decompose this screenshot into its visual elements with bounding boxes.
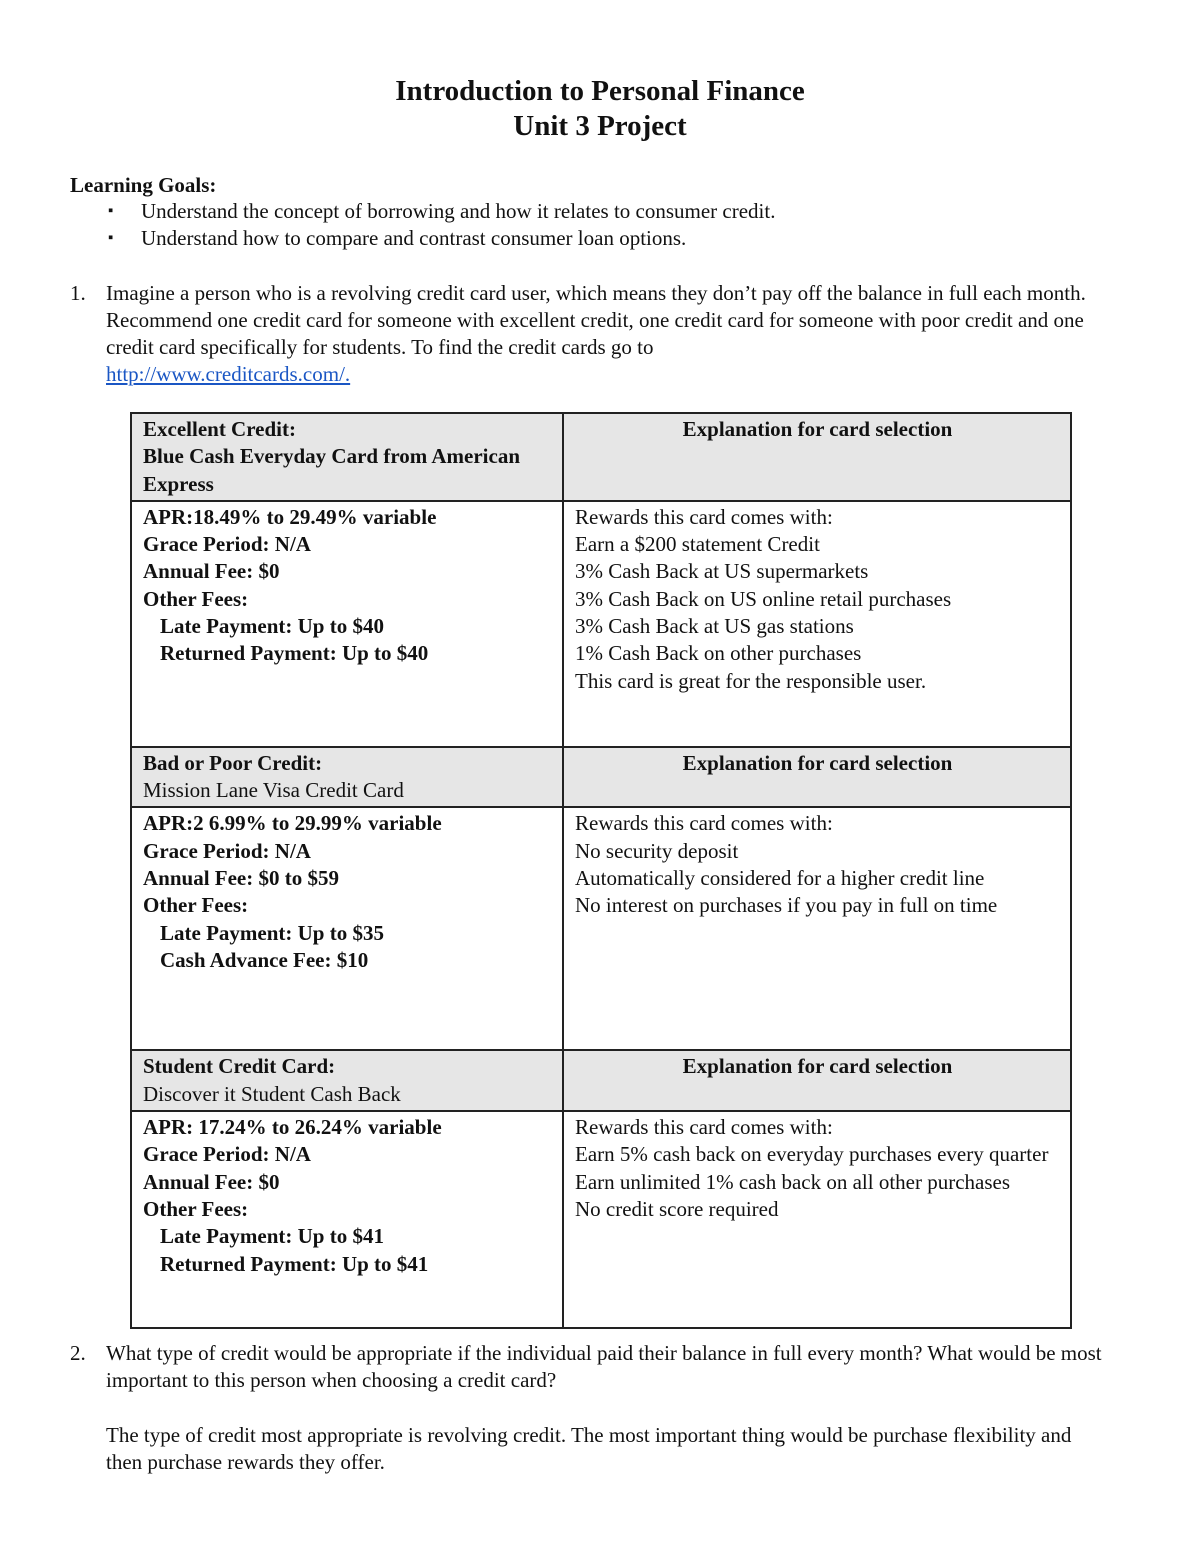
card-grace-period: Grace Period: N/A <box>143 1142 311 1167</box>
card-details-cell <box>131 501 563 747</box>
card-annual-fee: Annual Fee: $0 <box>143 1169 280 1194</box>
credit-card-table <box>130 412 1072 1329</box>
table-row <box>131 807 1071 1050</box>
card-fee-item: Late Payment: Up to $35 <box>160 920 384 945</box>
square-bullet-icon: ▪ <box>108 203 114 219</box>
table-header-row <box>131 747 1071 808</box>
explanation-line: 1% Cash Back on other purchases <box>575 641 862 666</box>
explanation-line: Rewards this card comes with: <box>575 811 833 836</box>
learning-goals-list <box>108 198 775 252</box>
question-number: 2. <box>70 1341 86 1365</box>
document-subtitle: Unit 3 Project <box>513 110 687 142</box>
table-header-row <box>131 1050 1071 1111</box>
card-category: Excellent Credit: <box>143 417 296 441</box>
card-annual-fee: Annual Fee: $0 <box>143 559 280 584</box>
card-fee-item: Returned Payment: Up to $40 <box>160 641 429 666</box>
question-1 <box>70 280 1110 388</box>
card-category: Bad or Poor Credit: <box>143 750 323 775</box>
learning-goal-item: ▪ Understand how to compare and contrast consumer loan options. <box>108 226 687 250</box>
card-details-cell <box>131 1111 563 1328</box>
document-title: Introduction to Personal Finance <box>395 75 805 107</box>
explanation-line: No interest on purchases if you pay in full on time <box>575 893 998 918</box>
explanation-header: Explanation for card selection <box>563 747 1071 808</box>
card-fee-item: Cash Advance Fee: $10 <box>160 947 369 972</box>
explanation-line: This card is great for the responsible user. <box>575 668 927 693</box>
card-grace-period: Grace Period: N/A <box>143 838 311 863</box>
question-text: Imagine a person who is a revolving credit card user, which means they don’t pay off the balance in full each month. Recommend one credit card for someone with excellent credit, one credit card for someone with poor credit and one credit card specifically for students. To find the credit cards go to <box>106 281 1086 359</box>
card-name: Mission Lane Visa Credit Card <box>143 778 404 803</box>
card-other-fees: Other Fees: <box>143 1196 249 1221</box>
card-details-cell <box>131 807 563 1050</box>
question-2-answer: The type of credit most appropriate is revolving credit. The most important thing would be purchase flexibility and then purchase rewards they offer. <box>106 1423 1072 1474</box>
card-category-cell <box>131 1050 563 1111</box>
explanation-line: No security deposit <box>575 838 739 863</box>
explanation-line: 3% Cash Back at US supermarkets <box>575 559 869 584</box>
card-grace-period: Grace Period: N/A <box>143 532 311 557</box>
card-apr: APR: 17.24% to 26.24% variable <box>143 1115 442 1140</box>
explanation-line: Rewards this card comes with: <box>575 504 833 529</box>
explanation-line: 3% Cash Back at US gas stations <box>575 614 854 639</box>
card-other-fees: Other Fees: <box>143 586 249 611</box>
explanation-line: No credit score required <box>575 1196 779 1221</box>
explanation-cell <box>563 807 1071 1050</box>
card-apr: APR:2 6.99% to 29.99% variable <box>143 811 442 836</box>
explanation-line: Earn unlimited 1% cash back on all other purchases <box>575 1169 1011 1194</box>
card-annual-fee: Annual Fee: $0 to $59 <box>143 866 339 891</box>
card-name: Discover it Student Cash Back <box>143 1081 401 1106</box>
explanation-line: Rewards this card comes with: <box>575 1115 833 1140</box>
table-header-row <box>131 413 1071 501</box>
question-2 <box>70 1340 1110 1394</box>
card-category-cell <box>131 413 563 501</box>
explanation-line: 3% Cash Back on US online retail purchases <box>575 586 952 611</box>
explanation-line: Earn a $200 statement Credit <box>575 532 820 557</box>
card-fee-item: Late Payment: Up to $40 <box>160 614 384 639</box>
table-row <box>131 1111 1071 1328</box>
card-fee-item: Returned Payment: Up to $41 <box>160 1251 429 1276</box>
table-row <box>131 501 1071 747</box>
card-apr: APR:18.49% to 29.49% variable <box>143 504 437 529</box>
explanation-header: Explanation for card selection <box>563 413 1071 501</box>
question-number: 1. <box>70 281 86 305</box>
square-bullet-icon: ▪ <box>108 230 114 246</box>
card-other-fees: Other Fees: <box>143 893 249 918</box>
learning-goals-heading: Learning Goals: <box>70 173 217 197</box>
card-name: Blue Cash Everyday Card from American Express <box>143 444 521 496</box>
learning-goal-item: ▪ Understand the concept of borrowing and how it relates to consumer credit. <box>108 199 776 223</box>
explanation-cell <box>563 501 1071 747</box>
creditcards-link[interactable]: http://www.creditcards.com/. <box>106 362 351 386</box>
card-category-cell <box>131 747 563 808</box>
card-fee-item: Late Payment: Up to $41 <box>160 1224 384 1249</box>
explanation-cell <box>563 1111 1071 1328</box>
card-category: Student Credit Card: <box>143 1054 336 1079</box>
question-text: What type of credit would be appropriate if the individual paid their balance in full every month? What would be most important to this person when choosing a credit card? <box>106 1341 1102 1392</box>
explanation-header: Explanation for card selection <box>563 1050 1071 1111</box>
explanation-line: Earn 5% cash back on everyday purchases every quarter <box>575 1142 1049 1167</box>
explanation-line: Automatically considered for a higher credit line <box>575 866 985 891</box>
